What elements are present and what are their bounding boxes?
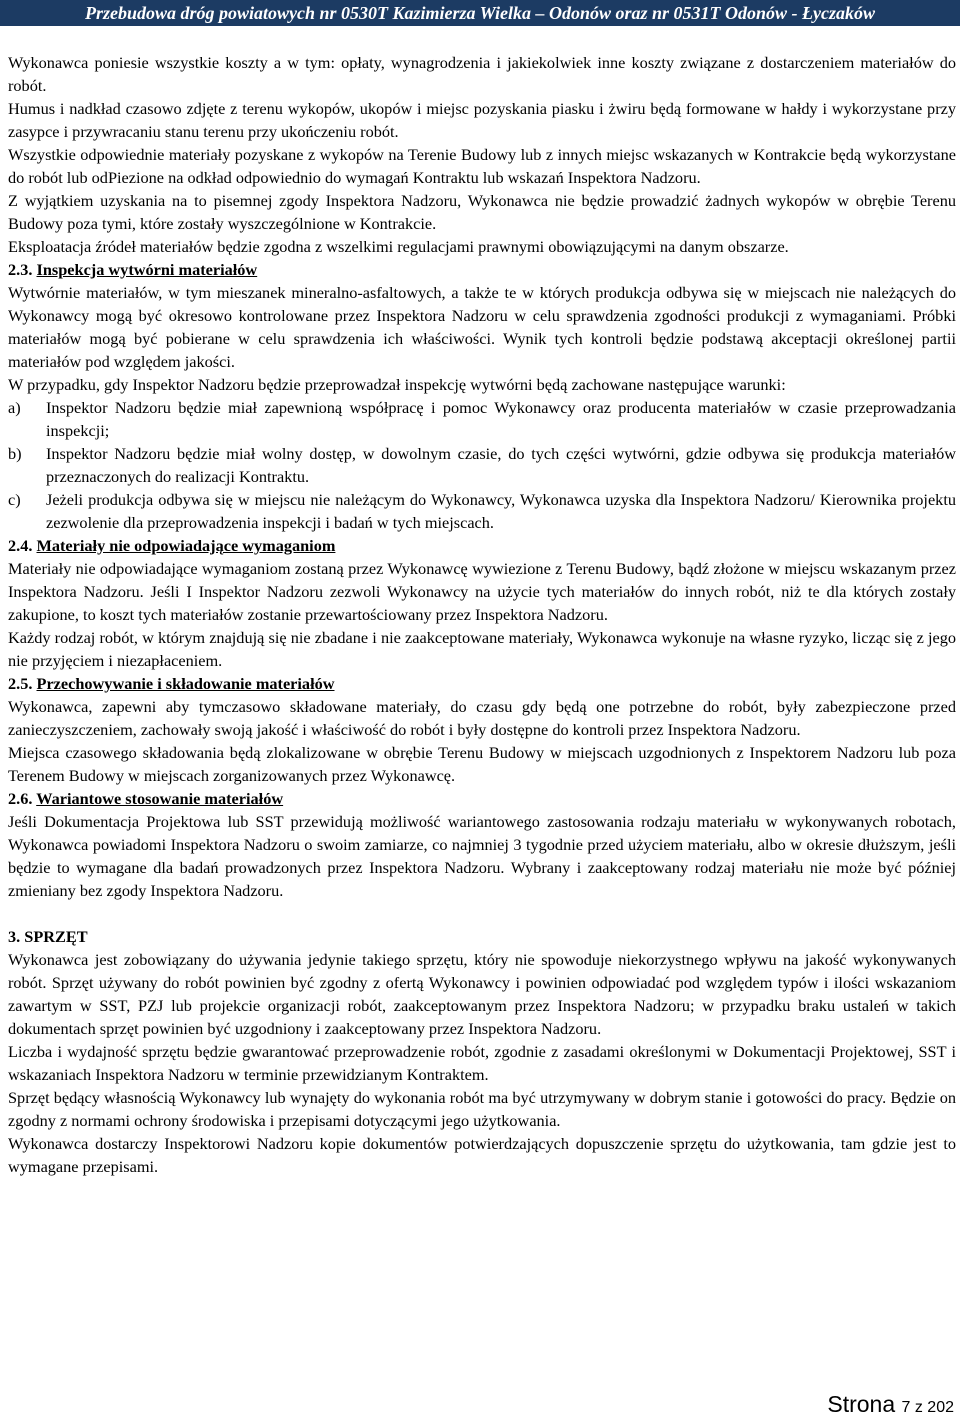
paragraph: Wykonawca, zapewni aby tymczasowo składowane materiały, do czasu gdy będą one potrzebne do robót, były zabezpieczone przed zanieczyszczeniem, zachowały swoją jakość i właściwość do robót i były dostępne do kontroli przez Inspektora Nadzoru. [8,697,956,739]
list-item-text: Inspektor Nadzoru będzie miał zapewnioną współpracę i pomoc Wykonawcy oraz producenta materiałów w czasie przeprowadzania inspekcji; [46,398,956,440]
list-marker: a) [8,398,21,417]
section-heading-3 [8,925,956,948]
paragraph: Wszystkie odpowiednie materiały pozyskane z wykopów na Terenie Budowy lub z innych miejsc wskazanych w Kontrakcie będą wykorzystane do robót lub odPiezione na odkład odpowiednio do wymagań Kontraktu lub wskazań Inspektora Nadzoru. [8,145,956,187]
section-heading-2-6 [8,787,956,810]
list-item-text: Inspektor Nadzoru będzie miał wolny dostęp, w dowolnym czasie, do tych części wytwórni, gdzie odbywa się produkcja materiałów przeznaczonych do realizacji Kontraktu. [46,444,956,486]
section-number: 2.5. [8,674,33,693]
list-item [8,488,956,534]
header-title: Przebudowa dróg powiatowych nr 0530T Kazimierza Wielka – Odonów oraz nr 0531T Odonów - Łyczaków [84,3,876,23]
section-title: 3. SPRZĘT [8,927,88,946]
paragraph: Z wyjątkiem uzyskania na to pisemnej zgody Inspektora Nadzoru, Wykonawca nie będzie prowadzić żadnych wykopów w obrębie Terenu Budowy poza tymi, które zostały wyszczególnione w Kontrakcie. [8,191,956,233]
paragraph: Materiały nie odpowiadające wymaganiom zostaną przez Wykonawcę wywiezione z Terenu Budowy, bądź złożone w miejscu wskazanym przez Inspektora Nadzoru. Jeśli I Inspektor Nadzoru zezwoli Wykonawcy na użycie tych materiałów do innych robót, niż te dla których zostały zakupione, to koszt tych materiałów zostanie przewartościowany przez Inspektora Nadzoru. [8,559,956,624]
document-body [8,51,956,1178]
section-title: Przechowywanie i składowanie materiałów [36,674,335,693]
paragraph: W przypadku, gdy Inspektor Nadzoru będzie przeprowadzał inspekcję wytwórni będą zachowane następujące warunki: [8,375,786,394]
paragraph: Wykonawca dostarczy Inspektorowi Nadzoru kopie dokumentów potwierdzających dopuszczenie sprzętu do użytkowania, tam gdzie jest to wymagane przepisami. [8,1134,956,1176]
paragraph: Wytwórnie materiałów, w tym mieszanek mineralno-asfaltowych, a także te w których produkcja odbywa się w miejscach nie należących do Wykonawcy mogą być okresowo kontrolowane przez Inspektora Nadzoru w celu sprawdzenia zgodności produkcji z wymaganiami. Próbki materiałów mogą być pobierane w celu sprawdzenia ich właściwości. Wynik tych kontroli będzie podstawą akceptacji określonej partii materiałów pod względem jakości. [8,283,956,371]
section-number: 2.4. [8,536,33,555]
section-title: Inspekcja wytwórni materiałów [36,260,258,279]
paragraph: Eksploatacja źródeł materiałów będzie zgodna z wszelkimi regulacjami prawnymi obowiązującymi na danym obszarze. [8,237,789,256]
list-marker: b) [8,444,22,463]
section-title: Wariantowe stosowanie materiałów [36,789,284,808]
list-item [8,442,956,488]
section-heading-2-5 [8,672,956,695]
list-item [8,396,956,442]
document-header [0,0,960,26]
paragraph: Miejsca czasowego składowania będą zlokalizowane w obrębie Terenu Budowy w miejscach uzgodnionych z Inspektorem Nadzoru lub poza Terenem Budowy w miejscach zorganizowanych przez Wykonawcę. [8,743,956,785]
paragraph: Sprzęt będący własnością Wykonawcy lub wynajęty do wykonania robót ma być utrzymywany w dobrym stanie i gotowości do pracy. Będzie on zgodny z normami ochrony środowiska i przepisami dotyczącymi jego użytkowania. [8,1088,956,1130]
list-marker: c) [8,490,21,509]
page-number: 7 z 202 [901,1399,954,1416]
section-title: Materiały nie odpowiadające wymaganiom [36,536,336,555]
section-heading-2-3 [8,258,956,281]
section-heading-2-4 [8,534,956,557]
paragraph: Wykonawca jest zobowiązany do używania jedynie takiego sprzętu, który nie spowoduje niekorzystnego wpływu na jakość wykonywanych robót. Sprzęt używany do robót powinien być zgodny z ofertą Wykonawcy i powinien odpowiadać pod względem typów i ilości wskazaniom zawartym w SST, PZJ lub projekcie organizacji robót, zaakceptowanym przez Inspektora Nadzoru; w przypadku braku ustaleń w takich dokumentach sprzęt powinien być uzgodniony i zaakceptowany przez Inspektora Nadzoru. [8,950,956,1038]
spacer [8,902,956,925]
paragraph: Wykonawca poniesie wszystkie koszty a w tym: opłaty, wynagrodzenia i jakiekolwiek inne koszty związane z dostarczeniem materiałów do robót. [8,53,956,95]
section-number: 2.3. [8,260,33,279]
paragraph: Jeśli Dokumentacja Projektowa lub SST przewidują możliwość wariantowego zastosowania rodzaju materiału w wykonywanych robotach, Wykonawca powiadomi Inspektora Nadzoru o swoim zamiarze, co najmniej 3 tygodnie przed użyciem materiału, albo w okresie dłuższym, jeśli będzie to wymagane dla badań prowadzonych przez Inspektora Nadzoru. Wybrany i zaakceptowany rodzaj materiału nie może być później zmieniany bez zgody Inspektora Nadzoru. [8,812,956,900]
paragraph: Każdy rodzaj robót, w którym znajdują się nie zbadane i nie zaakceptowane materiały, Wykonawca wykonuje na własne ryzyko, licząc się z jego nie przyjęciem i niezapłaceniem. [8,628,956,670]
paragraph: Liczba i wydajność sprzętu będzie gwarantować przeprowadzenie robót, zgodnie z zasadami określonymi w Dokumentacji Projektowej, SST i wskazaniach Inspektora Nadzoru w terminie przewidzianym Kontraktem. [8,1042,956,1084]
page-label: Strona [827,1391,896,1417]
page-footer [827,1390,954,1422]
paragraph: Humus i nadkład czasowo zdjęte z terenu wykopów, ukopów i miejsc pozyskania piasku i żwiru będą formowane w hałdy i wykorzystane przy zasypce i przywracaniu stanu terenu przy ukończeniu robót. [8,99,956,141]
list-item-text: Jeżeli produkcja odbywa się w miejscu nie należącym do Wykonawcy, Wykonawca uzyska dla Inspektora Nadzoru/ Kierownika projektu zezwolenie dla przeprowadzenia inspekcji i badań w tych miejscach. [46,490,956,532]
section-number: 2.6. [8,789,33,808]
